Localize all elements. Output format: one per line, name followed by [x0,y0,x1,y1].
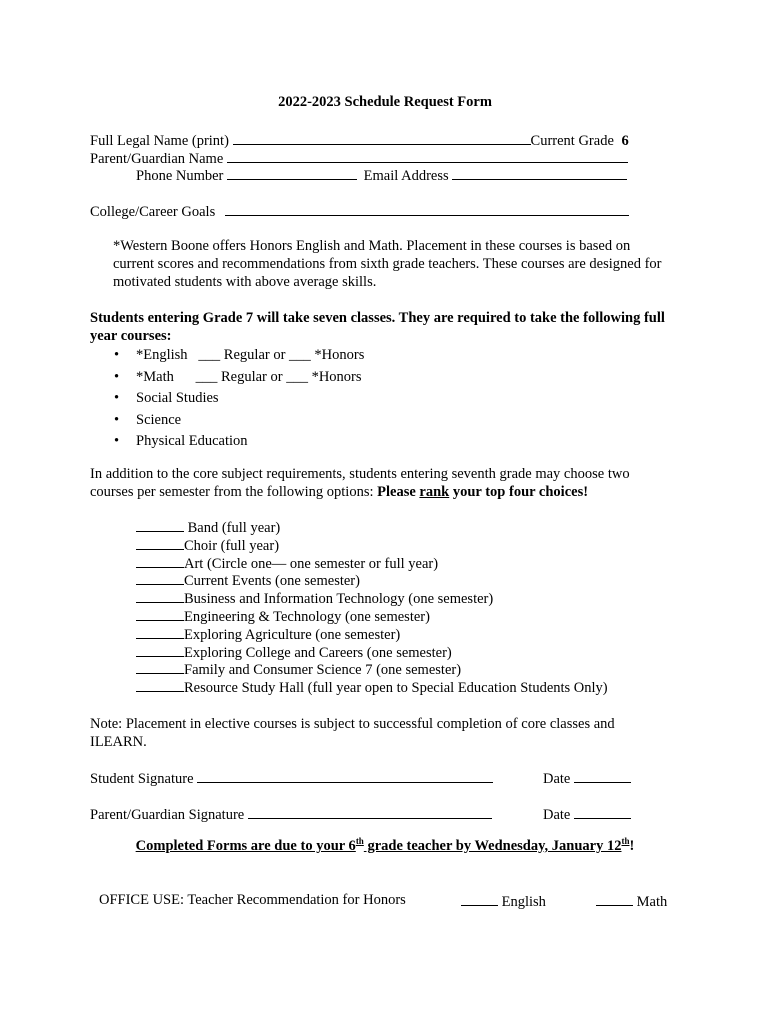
rank-field[interactable] [136,643,184,657]
core-course-list [108,345,364,453]
student-date-row [543,769,631,788]
office-english-field[interactable] [461,892,498,906]
student-signature-row [90,769,493,788]
office-english-row: English [461,892,546,911]
goals-field[interactable] [225,202,629,216]
elective-item: Exploring College and Careers (one semester) [136,643,608,661]
rank-field[interactable] [136,571,184,585]
honors-note: *Western Boone offers Honors English and Math. Placement in these courses is based on current scores and recommendations from sixth grade teachers. These courses are designed for motivated students with above average skills. [113,238,662,290]
full-name-row [90,131,629,150]
phone-label: Phone Number [136,168,224,184]
due-notice: Completed Forms are due to your 6th grade teacher by Wednesday, January 12th! [135,836,635,854]
elective-item: Current Events (one semester) [136,571,608,589]
core-heading: Students entering Grade 7 will take seven classes. They are required to take the following full year courses: [90,310,665,344]
office-math-field[interactable] [596,892,633,906]
elective-item: Family and Consumer Science 7 (one semester) [136,660,608,678]
rank-field[interactable] [136,625,184,639]
rank-field[interactable] [136,678,184,692]
core-course-science: • Science [108,410,364,432]
guardian-signature-field[interactable] [248,805,492,819]
full-name-label: Full Legal Name (print) [90,133,229,149]
bullet-icon: • [114,368,120,385]
placement-note: Note: Placement in elective courses is subject to successful completion of core classes and ILEARN. [90,716,615,750]
elective-item: Choir (full year) [136,536,608,554]
goals-row [90,202,629,221]
elective-item: Band (full year) [136,518,608,536]
core-course-math[interactable]: • *Math ___ Regular or ___ *Honors [108,367,364,389]
current-grade-value: 6 [621,133,629,149]
guardian-name-field[interactable] [227,149,628,163]
elective-item: Art (Circle one— one semester or full year) [136,554,608,572]
elective-intro: In addition to the core subject requirements, students entering seventh grade may choose two courses per semester from the following options: Please rank your top four choices! [90,466,630,500]
goals-label: College/Career Goals [90,204,216,220]
bullet-icon: • [114,347,120,363]
core-course-social-studies: • Social Studies [108,388,364,410]
guardian-name-label: Parent/Guardian Name [90,151,224,167]
contact-row [136,166,627,185]
rank-emphasis: rank [419,484,450,500]
rank-field[interactable] [136,589,184,603]
bullet-icon: • [114,433,120,449]
student-date-field[interactable] [574,769,631,783]
guardian-date-row [543,805,631,824]
bullet-icon: • [114,390,120,406]
rank-field[interactable] [136,536,184,550]
elective-item: Engineering & Technology (one semester) [136,607,608,625]
full-name-field[interactable] [233,131,531,145]
date-label: Date [543,771,571,787]
guardian-signature-label: Parent/Guardian Signature [90,807,245,823]
date-label: Date [543,807,571,823]
current-grade-label: Current Grade [530,133,614,149]
form-title: 2022-2023 Schedule Request Form [278,94,492,110]
rank-field[interactable] [136,607,184,621]
core-course-pe: • Physical Education [108,431,364,453]
student-signature-field[interactable] [197,769,493,783]
phone-field[interactable] [227,166,357,180]
email-field[interactable] [452,166,627,180]
student-signature-label: Student Signature [90,771,194,787]
rank-field[interactable] [136,518,184,532]
rank-field[interactable] [136,554,184,568]
elective-list [136,518,608,696]
core-course-english[interactable]: • *English ___ Regular or ___ *Honors [108,345,364,367]
elective-item: Business and Information Technology (one semester) [136,589,608,607]
elective-item: Exploring Agriculture (one semester) [136,625,608,643]
email-label: Email Address [363,168,449,184]
elective-item: Resource Study Hall (full year open to Special Education Students Only) [136,678,608,696]
bullet-icon: • [114,411,120,428]
guardian-signature-row [90,805,492,824]
office-math-row: Math [596,892,667,911]
rank-field[interactable] [136,660,184,674]
guardian-date-field[interactable] [574,805,631,819]
office-use-label: OFFICE USE: Teacher Recommendation for Honors [99,892,406,908]
